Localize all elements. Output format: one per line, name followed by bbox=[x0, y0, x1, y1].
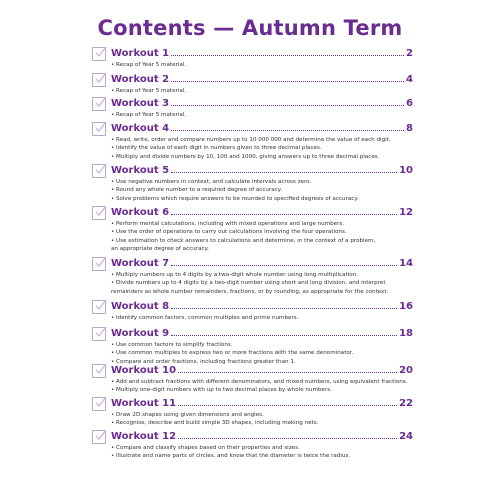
bullet-icon: • bbox=[111, 420, 115, 427]
dot-leader bbox=[178, 396, 397, 406]
dot-leader bbox=[178, 363, 397, 373]
dot-leader bbox=[171, 299, 397, 309]
bullet-icon: • bbox=[111, 453, 115, 460]
objective-bullet: • Perform mental calculations, including with mixed operations and large numbers. bbox=[111, 221, 345, 227]
bullet-icon: • bbox=[111, 88, 115, 94]
dot-leader bbox=[171, 205, 397, 215]
workout-heading[interactable] bbox=[111, 96, 413, 110]
workout-title: Workout 2 bbox=[111, 74, 170, 85]
objective-bullet: • Compare and classify shapes based on their properties and sizes. bbox=[111, 445, 300, 451]
workout-heading[interactable] bbox=[111, 299, 413, 313]
checkbox-icon[interactable] bbox=[92, 364, 106, 378]
workout-title: Workout 7 bbox=[111, 258, 170, 269]
workout-heading[interactable] bbox=[111, 396, 413, 410]
objective-bullet: • Read, write, order and compare numbers up to 10 000 000 and determine the value of each digit. bbox=[111, 137, 391, 143]
checkbox-icon[interactable] bbox=[92, 300, 106, 314]
objective-bullet: • Use common factors to simplify fractions. bbox=[111, 342, 233, 348]
workout-title: Workout 5 bbox=[111, 165, 170, 176]
objective-bullet-continuation: remainders as whole number remainders, fractions, or by rounding, as appropriate for the context. bbox=[111, 288, 389, 295]
objective-bullet: • Add and subtract fractions with different denominators, and mixed numbers, using equivalent fractions. bbox=[111, 379, 408, 385]
bullet-icon: • bbox=[111, 342, 115, 348]
bullet-icon: • bbox=[111, 153, 115, 160]
bullet-icon: • bbox=[111, 187, 115, 194]
bullet-icon: • bbox=[111, 229, 115, 236]
workout-heading[interactable] bbox=[111, 326, 413, 340]
dot-leader bbox=[178, 429, 397, 439]
bullet-icon: • bbox=[111, 179, 115, 185]
bullet-icon: • bbox=[111, 145, 115, 152]
checkbox-icon[interactable] bbox=[92, 430, 106, 444]
workout-heading[interactable] bbox=[111, 363, 413, 377]
objective-bullet: • Use common multiples to express two or more fractions with the same denominator. bbox=[111, 350, 354, 357]
objective-bullet: • Recap of Year 5 material. bbox=[111, 88, 187, 94]
bullet-icon: • bbox=[111, 280, 115, 287]
dot-leader bbox=[171, 121, 404, 131]
objective-bullet: • Identify the value of each digit in numbers given to three decimal places. bbox=[111, 145, 322, 152]
dot-leader bbox=[171, 96, 404, 106]
bullet-icon: • bbox=[111, 387, 115, 394]
objective-bullet: • Recognise, describe and build simple 3D shapes, including making nets. bbox=[111, 420, 319, 427]
objective-bullet: • Divide numbers up to 4 digits by a two-digit number using short and long division, and interpret bbox=[111, 280, 386, 287]
page-number: 14 bbox=[399, 258, 413, 269]
checkbox-icon[interactable] bbox=[92, 47, 106, 61]
workout-title: Workout 11 bbox=[111, 398, 177, 409]
workout-title: Workout 1 bbox=[111, 48, 170, 59]
bullet-icon: • bbox=[111, 112, 115, 118]
workout-heading[interactable] bbox=[111, 256, 413, 270]
dot-leader bbox=[171, 163, 397, 173]
workout-heading[interactable] bbox=[111, 46, 413, 60]
workout-heading[interactable] bbox=[111, 121, 413, 135]
objective-bullet: • Compare and order fractions, including fractions greater than 1. bbox=[111, 358, 296, 365]
workout-title: Workout 4 bbox=[111, 123, 170, 134]
objective-bullet: • Recap of Year 5 material. bbox=[111, 112, 187, 118]
workout-title: Workout 9 bbox=[111, 328, 170, 339]
objective-bullet: • Use the order of operations to carry out calculations involving the four operations. bbox=[111, 229, 347, 236]
bullet-icon: • bbox=[111, 358, 115, 365]
bullet-icon: • bbox=[111, 315, 115, 321]
bullet-icon: • bbox=[111, 445, 115, 451]
bullet-icon: • bbox=[111, 137, 115, 143]
objective-bullet: • Illustrate and name parts of circles, and know that the diameter is twice the radius. bbox=[111, 453, 351, 460]
workout-heading[interactable] bbox=[111, 205, 413, 219]
objective-bullet: • Multiply one-digit numbers with up to two decimal places by whole numbers. bbox=[111, 387, 332, 394]
bullet-icon: • bbox=[111, 237, 115, 244]
workout-heading[interactable] bbox=[111, 72, 413, 86]
bullet-icon: • bbox=[111, 272, 115, 278]
page-number: 8 bbox=[406, 123, 413, 134]
objective-bullet-continuation: an appropriate degree of accuracy. bbox=[111, 246, 209, 253]
dot-leader bbox=[171, 326, 397, 336]
objective-bullet: • Solve problems which require answers to be rounded to specified degrees of accuracy. bbox=[111, 195, 359, 202]
workout-title: Workout 12 bbox=[111, 431, 177, 442]
checkbox-icon[interactable] bbox=[92, 164, 106, 178]
checkbox-icon[interactable] bbox=[92, 122, 106, 136]
page-number: 22 bbox=[399, 398, 413, 409]
workout-heading[interactable] bbox=[111, 163, 413, 177]
objective-bullet: • Multiply and divide numbers by 10, 100 and 1000, giving answers up to three decimal places. bbox=[111, 153, 380, 160]
bullet-icon: • bbox=[111, 379, 115, 385]
page-number: 2 bbox=[406, 48, 413, 59]
objective-bullet: • Draw 2D shapes using given dimensions and angles. bbox=[111, 412, 264, 418]
page-title: Contents — Autumn Term bbox=[97, 16, 403, 40]
objective-bullet: • Use estimation to check answers to calculations and determine, in the context of a problem, bbox=[111, 237, 376, 244]
workout-title: Workout 6 bbox=[111, 207, 170, 218]
bullet-icon: • bbox=[111, 195, 115, 202]
page-number: 20 bbox=[399, 365, 413, 376]
checkbox-icon[interactable] bbox=[92, 257, 106, 271]
workout-title: Workout 3 bbox=[111, 98, 170, 109]
dot-leader bbox=[171, 72, 404, 82]
objective-bullet: • Use negative numbers in context, and calculate intervals across zero. bbox=[111, 179, 312, 185]
page-number: 24 bbox=[399, 431, 413, 442]
page-number: 10 bbox=[399, 165, 413, 176]
page-number: 4 bbox=[406, 74, 413, 85]
page-number: 6 bbox=[406, 98, 413, 109]
bullet-icon: • bbox=[111, 350, 115, 357]
objective-bullet: • Recap of Year 5 material. bbox=[111, 62, 187, 68]
objective-bullet: • Multiply numbers up to 4 digits by a two-digit whole number using long multiplication. bbox=[111, 272, 359, 278]
bullet-icon: • bbox=[111, 62, 115, 68]
workout-title: Workout 10 bbox=[111, 365, 177, 376]
page-number: 12 bbox=[399, 207, 413, 218]
checkbox-icon[interactable] bbox=[92, 206, 106, 220]
page-number: 18 bbox=[399, 328, 413, 339]
objective-bullet: • Identify common factors, common multiples and prime numbers. bbox=[111, 315, 299, 321]
objective-bullet: • Round any whole number to a required degree of accuracy. bbox=[111, 187, 283, 194]
checkbox-icon[interactable] bbox=[92, 97, 106, 111]
bullet-icon: • bbox=[111, 412, 115, 418]
checkbox-icon[interactable] bbox=[92, 327, 106, 341]
dot-leader bbox=[171, 256, 397, 266]
checkbox-icon[interactable] bbox=[92, 73, 106, 87]
dot-leader bbox=[171, 46, 404, 56]
page-number: 16 bbox=[399, 301, 413, 312]
checkbox-icon[interactable] bbox=[92, 397, 106, 411]
bullet-icon: • bbox=[111, 221, 115, 227]
workout-heading[interactable] bbox=[111, 429, 413, 443]
workout-title: Workout 8 bbox=[111, 301, 170, 312]
